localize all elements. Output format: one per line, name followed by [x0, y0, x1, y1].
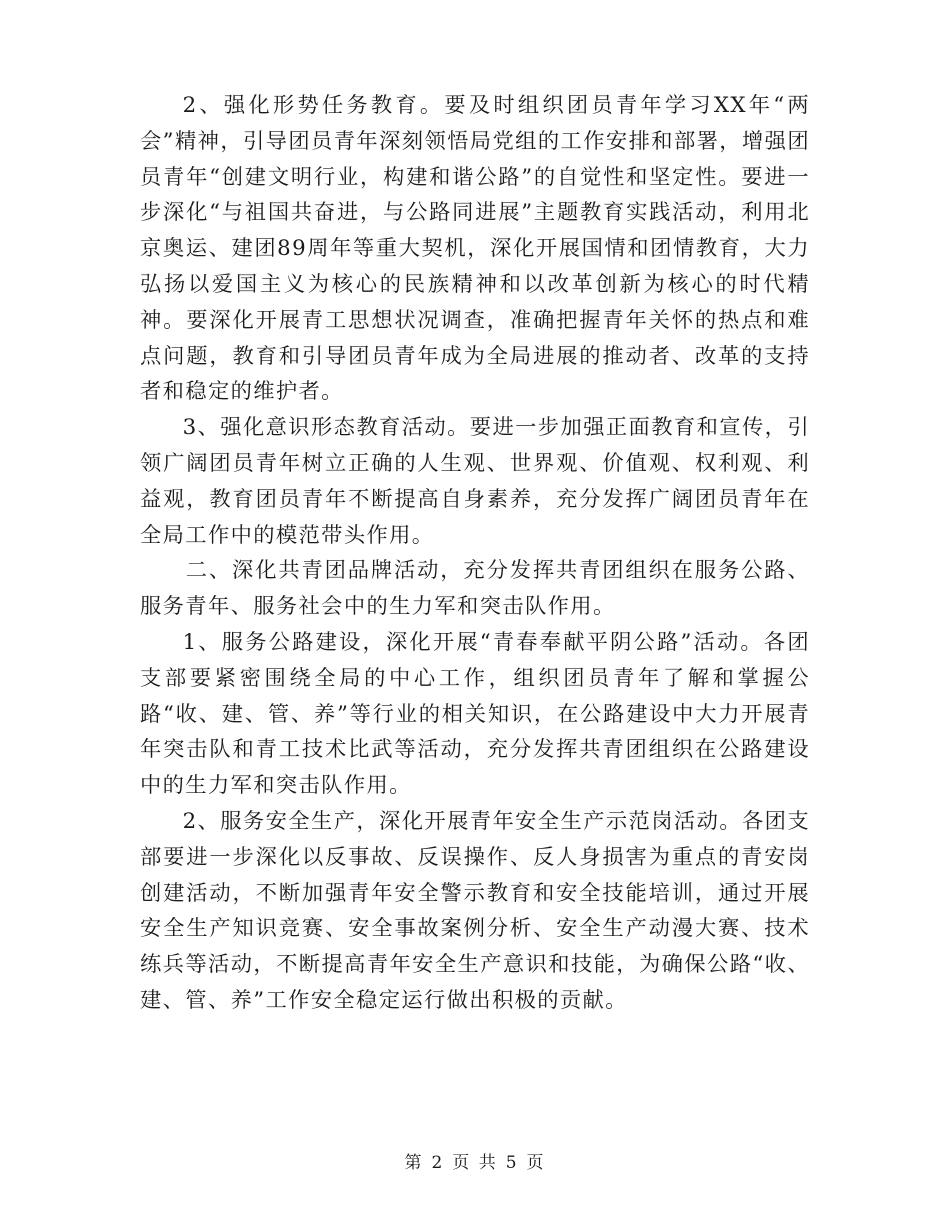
footer-total-pages: 5 [505, 1153, 519, 1173]
paragraph-safety-production: 2、服务安全生产，深化开展青年安全生产示范岗活动。各团支部要进一步深化以反事故、反误操作、反人身损害为重点的青安岗创建活动，不断加强青年安全警示教育和安全技能培训，通过开展安全生产知识竞赛、安全事故案例分析、安全生产动漫大赛、技术练兵等活动，不断提高青年安全生产意识和技能，为确保公路“收、建、管、养”工作安全稳定运行做出积极的贡献。 [140, 808, 810, 1013]
paragraph-situation-education: 2、强化形势任务教育。要及时组织团员青年学习XX年“两会”精神，引导团员青年深刻领悟局党组的工作安排和部署，增强团员青年“创建文明行业，构建和谐公路”的自觉性和坚定性。要进一步深化“与祖国共奋进，与公路同进展”主题教育实践活动，利用北京奥运、建团89周年等重大契机，深化开展国情和团情教育，大力弘扬以爱国主义为核心的民族精神和以改革创新为核心的时代精神。要深化开展青工思想状况调查，准确把握青年关怀的热点和难点问题，教育和引导团员青年成为全局进展的推动者、改革的支持者和稳定的维护者。 [140, 93, 810, 405]
footer-prefix: 第 [404, 1153, 424, 1173]
paragraph-ideology-education: 3、强化意识形态教育活动。要进一步加强正面教育和宣传，引领广阔团员青年树立正确的人生观、世界观、价值观、权利观、利益观，教育团员青年不断提高自身素养，充分发挥广阔团员青年在全局工作中的模范带头作用。 [140, 415, 810, 548]
document-body [140, 88, 810, 1019]
paragraph-road-construction: 1、服务公路建设，深化开展“青春奉献平阴公路”活动。各团支部要紧密围绕全局的中心工作，组织团员青年了解和掌握公路“收、建、管、养”等行业的相关知识，在公路建设中大力开展青年突击队和青工技术比武等活动，充分发挥共青团组织在公路建设中的生力军和突击队作用。 [140, 629, 810, 799]
footer-page-number: 2 [431, 1153, 445, 1173]
page-footer [0, 1148, 950, 1173]
footer-suffix: 页 [526, 1153, 546, 1173]
section-heading-brand-activities: 二、深化共青团品牌活动，充分发挥共青团组织在服务公路、服务青年、服务社会中的生力军和突击队作用。 [140, 558, 810, 620]
footer-middle: 页 共 [452, 1153, 498, 1173]
